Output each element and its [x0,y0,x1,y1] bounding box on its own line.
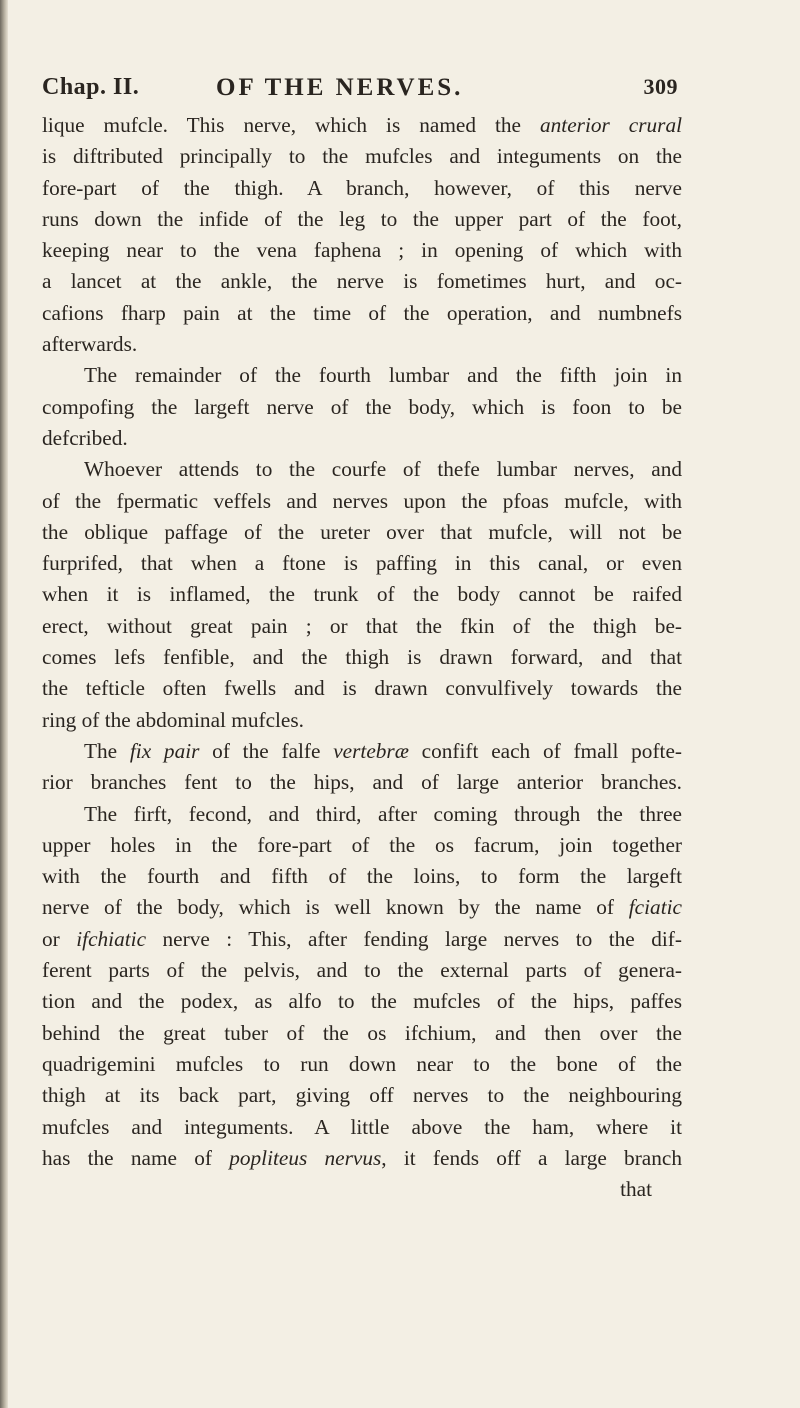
text-line: thigh at its back part, giving off nerves to the neighbouring [42,1083,682,1108]
page-spine-shadow [0,0,8,1408]
text-line: ring of the abdominal mufcles. [42,707,304,732]
text-line: ferent parts of the pelvis, and to the external parts of genera- [42,958,682,983]
text-line: is diftributed principally to the mufcles and integuments on the [42,144,682,169]
text-line: tion and the podex, as alfo to the mufcles of the hips, paffes [42,989,682,1014]
text-line: afterwards. [42,332,138,357]
text-line: furprifed, that when a ftone is paffing in this canal, or even [42,551,682,576]
text-line: compofing the largeft nerve of the body, which is foon to be [42,394,682,419]
text-line: upper holes in the fore-part of the os facrum, join together [42,832,682,857]
text-line: fore-part of the thigh. A branch, however, of this nerve [42,175,682,200]
text-line: The remainder of the fourth lumbar and the fifth join in [84,363,682,388]
text-line: the tefticle often fwells and is drawn convulfively towards the [42,676,682,701]
text-line: quadrigemini mufcles to run down near to the bone of the [42,1051,682,1076]
running-title: OF THE NERVES. [216,74,464,101]
text-line: behind the great tuber of the os ifchium, and then over the [42,1020,682,1045]
text-line: rior branches fent to the hips, and of large anterior branches. [42,770,682,795]
text-line: or ifchiatic nerve : This, after fending large nerves to the dif- [42,926,682,951]
text-line: comes lefs fenfible, and the thigh is drawn forward, and that [42,645,682,670]
text-line: cafions fharp pain at the time of the operation, and numbnefs [42,300,682,325]
text-line: lique mufcle. This nerve, which is named the anterior crural [42,113,683,137]
text-line: keeping near to the vena faphena ; in opening of which with [42,238,682,263]
page-number: 309 [643,74,678,99]
text-line: a lancet at the ankle, the nerve is fometimes hurt, and oc- [42,269,682,294]
text-line: the oblique paffage of the ureter over that mufcle, will not be [42,519,682,544]
text-line: The firft, fecond, and third, after coming through the three [84,801,682,826]
chapter-label: Chap. II. [42,74,140,100]
running-header [42,74,678,114]
body-text [42,110,682,1205]
text-line: runs down the infide of the leg to the upper part of the foot, [42,206,682,231]
text-line: when it is inflamed, the trunk of the body cannot be raifed [42,582,682,607]
text-line: Whoever attends to the courfe of thefe lumbar nerves, and [84,457,682,482]
text-line: erect, without great pain ; or that the fkin of the thigh be- [42,613,682,638]
text-line: has the name of popliteus nervus, it fends off a large branch [42,1145,682,1170]
text-line: The fix pair of the falfe vertebræ confift each of fmall pofte- [84,738,682,763]
text-line: of the fpermatic veffels and nerves upon the pfoas mufcle, with [42,488,682,513]
text-line: defcribed. [42,425,128,450]
text-line: with the fourth and fifth of the loins, to form the largeft [42,864,682,889]
text-line: that [620,1177,652,1202]
text-line: nerve of the body, which is well known by the name of fciatic [42,895,682,920]
text-line: mufcles and integuments. A little above the ham, where it [42,1114,682,1139]
